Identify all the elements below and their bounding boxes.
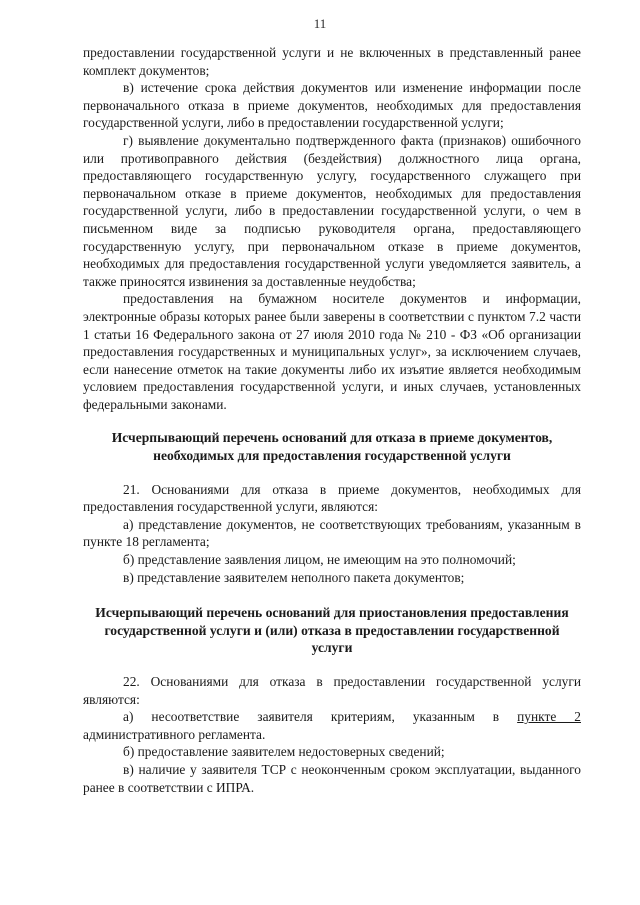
- paragraph-item-v-expiry: в) истечение срока действия документов или изменение информации после первоначального отказа в приеме документов, необходимых для предоставления государственной услуги, либо в предоставлении государственной услуги;: [83, 80, 581, 131]
- paragraph-continuation: предоставлении государственной услуги и не включенных в представленный ранее комплект документов;: [83, 45, 581, 78]
- paragraph-21-v: в) представление заявителем неполного пакета документов;: [123, 569, 465, 585]
- document-body: [83, 44, 581, 796]
- spacer: [83, 465, 581, 481]
- spacer: [83, 657, 581, 673]
- paragraph-21-b: б) представление заявления лицом, не имеющим на это полномочий;: [123, 552, 516, 568]
- section-heading-suspension-refusal: Исчерпывающий перечень оснований для приостановления предоставления государственной услуги и (или) отказа в предоставлении государственной услуги: [95, 605, 569, 656]
- spacer: [83, 413, 581, 429]
- paragraph-21-a: а) представление документов, не соответствующих требованиям, указанным в пункте 18 регламента;: [83, 516, 581, 550]
- paragraph-22-a-tail: административного регламента.: [83, 726, 266, 742]
- paragraph-22-b: б) предоставление заявителем недостоверных сведений;: [123, 744, 445, 760]
- paragraph-22-a: [83, 708, 581, 743]
- paragraph-item-g-violation: г) выявление документально подтвержденного факта (признаков) ошибочного или противоправного действия (бездействия) должностного лица органа, предоставляющего государственную услугу, государственного служащего при первоначальном отказе в приеме документов, необходимых для предоставления государственной услуги, либо в предоставлении государственной услуги, о чем в письменном виде за подписью руководителя органа, предоставляющего государственную услугу, при первоначальном отказе в приеме документов, необходимых для предоставления государственной услуги уведомляется заявитель, а также приносятся извинения за доставленные неудобства;: [83, 132, 581, 289]
- paragraph-22-a-text: а) несоответствие заявителя критериям, указанным в: [123, 709, 518, 725]
- paragraph-21: 21. Основаниями для отказа в приеме документов, необходимых для предоставления государственной услуги, являются:: [83, 481, 581, 515]
- page-number: 11: [313, 16, 327, 31]
- section-heading-refusal-reception: Исчерпывающий перечень оснований для отказа в приеме документов, необходимых для предоставления государственной услуги: [111, 430, 553, 464]
- paragraph-22: 22. Основаниями для отказа в предоставлении государственной услуги являются:: [83, 674, 581, 707]
- paragraph-paper-documents: предоставления на бумажном носителе документов и информации, электронные образы которых ранее были заверены в соответствии с пунктом 7.2 части 1 статьи 16 Федерального закона от 27 июля 2010 года № 210 - ФЗ «Об организации предоставления государственных и муниципальных услуг», за исключением случаев, если нанесение отметок на такие документы либо их изъятие является необходимым условием предоставления государственной услуги, и иных случаев, установленных федеральными законами.: [83, 291, 581, 412]
- paragraph-22-v: в) наличие у заявителя ТСР с неоконченным сроком эксплуатации, выданного ранее в соответствии с ИПРА.: [83, 761, 581, 795]
- clause-2-reference-link[interactable]: пункте 2: [517, 709, 581, 725]
- spacer: [83, 586, 581, 604]
